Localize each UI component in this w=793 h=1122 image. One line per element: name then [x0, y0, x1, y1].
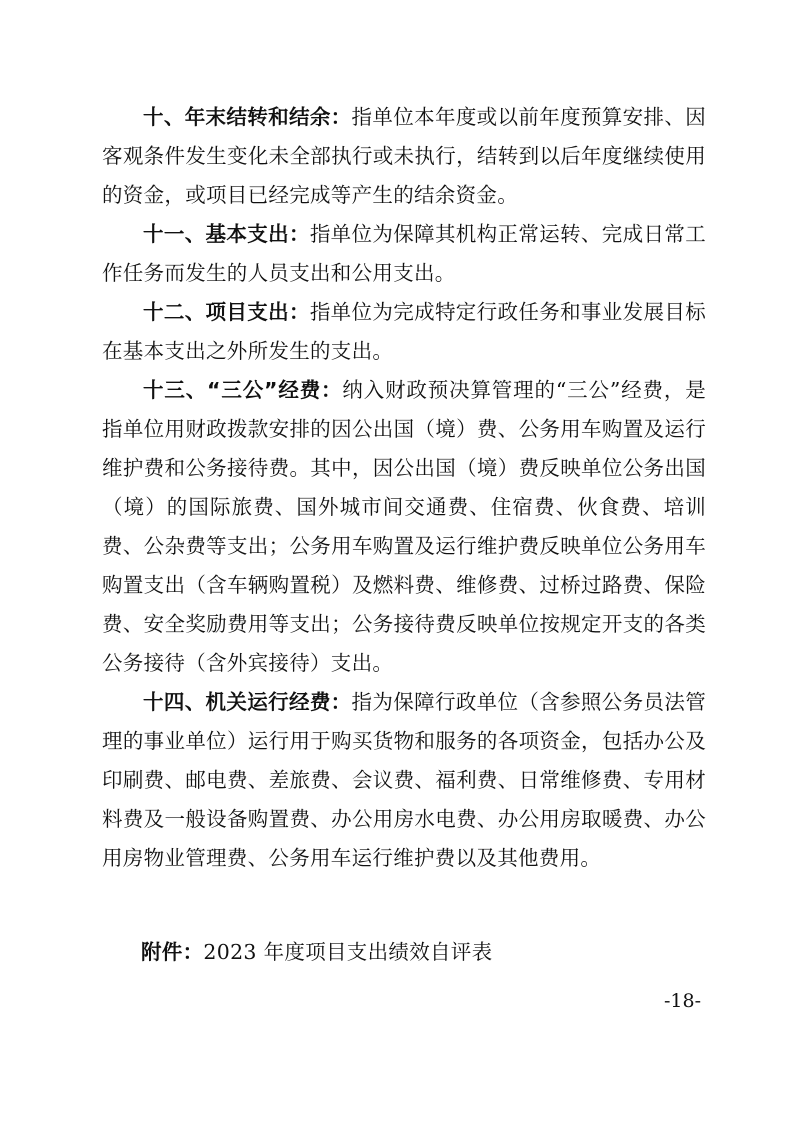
definition-paragraph-13 [102, 371, 706, 683]
definition-text: 指单位本年度或以前年度预算安排、因客观条件发生变化未全部执行或未执行，结转到以后年度继续使用的资金，或项目已经完成等产生的结余资金。 [102, 105, 707, 207]
definition-term: 十二、项目支出： [143, 300, 310, 324]
definition-term: 十三、“三公”经费： [143, 378, 343, 402]
attachment-title: 2023 年度项目支出绩效自评表 [203, 940, 493, 964]
document-body [102, 98, 706, 878]
attachment-label: 附件： [141, 940, 204, 964]
definition-text: 指单位为完成特定行政任务和事业发展目标在基本支出之外所发生的支出。 [102, 300, 706, 363]
definition-text: 指为保障行政单位（含参照公务员法管理的事业单位）运行用于购买货物和服务的各项资金，包括办公及印刷费、邮电费、差旅费、会议费、福利费、日常维修费、专用材料费及一般设备购置费、办公用房水电费、办公用房取暖费、办公用房物业管理费、公务用车运行维护费以及其他费用。 [102, 690, 707, 870]
definition-term: 十一、基本支出： [143, 222, 310, 246]
definition-term: 十四、机关运行经费： [143, 690, 352, 714]
definition-paragraph-12 [102, 293, 706, 371]
attachment-line [141, 936, 492, 968]
definition-paragraph-14 [102, 683, 706, 878]
definition-paragraph-11 [102, 215, 706, 293]
definition-term: 十、年末结转和结余： [143, 105, 352, 129]
page-number: -18- [663, 990, 701, 1012]
definition-text: 指单位为保障其机构正常运转、完成日常工作任务而发生的人员支出和公用支出。 [102, 222, 706, 285]
definition-paragraph-10 [102, 98, 706, 215]
definition-text: 纳入财政预决算管理的“三公”经费，是指单位用财政拨款安排的因公出国（境）费、公务用车购置及运行维护费和公务接待费。其中，因公出国（境）费反映单位公务出国（境）的国际旅费、国外城市间交通费、住宿费、伙食费、培训费、公杂费等支出；公务用车购置及运行维护费反映单位公务用车购置支出（含车辆购置税）及燃料费、维修费、过桥过路费、保险费、安全奖励费用等支出；公务接待费反映单位按规定开支的各类公务接待（含外宾接待）支出。 [102, 378, 706, 675]
